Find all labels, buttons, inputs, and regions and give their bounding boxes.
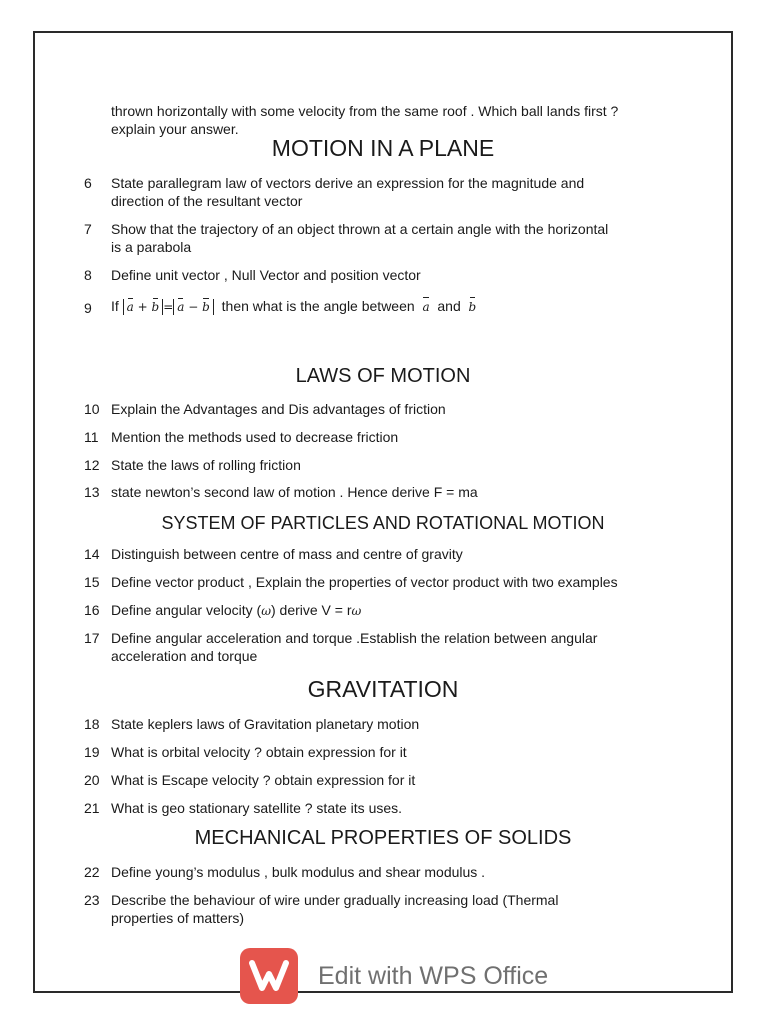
question-text: Define vector product , Explain the properties of vector product with two examples (111, 574, 618, 590)
question-number: 23 (84, 892, 100, 908)
question-prefix: If (111, 298, 119, 314)
omega-symbol: ω (261, 604, 271, 618)
vector-a: a (422, 298, 429, 317)
question-text-equation (111, 297, 696, 317)
question-number: 22 (84, 864, 100, 880)
wps-w-mark-icon (240, 948, 298, 1004)
question-text-part: ) derive V = r (270, 602, 352, 618)
question-text: is a parabola (111, 239, 192, 255)
magnitude-sum-expression (123, 299, 164, 315)
equals-sign: = (163, 300, 174, 314)
plus-sign: + (137, 300, 148, 315)
question-text: What is Escape velocity ? obtain expression for it (111, 772, 416, 788)
intro-line: explain your answer. (111, 121, 239, 137)
question-number: 11 (84, 429, 99, 445)
vector-b: b (202, 300, 210, 315)
intro-line: thrown horizontally with some velocity from the same roof . Which ball lands first ? (111, 103, 619, 119)
question-text: state newton’s second law of motion . Hence derive F = ma (111, 484, 478, 500)
vector-a: a (177, 300, 185, 315)
section-title: MECHANICAL PROPERTIES OF SOLIDS (194, 827, 572, 849)
question-text: Define young’s modulus , bulk modulus and shear modulus . (111, 864, 486, 880)
question-text: Define unit vector , Null Vector and position vector (111, 267, 421, 283)
question-middle-text: then what is the angle between (221, 298, 415, 314)
question-number: 18 (84, 716, 100, 732)
question-number: 20 (84, 772, 100, 788)
question-number: 13 (84, 484, 100, 500)
section-title: LAWS OF MOTION (295, 365, 471, 387)
question-text: Distinguish between centre of mass and centre of gravity (111, 546, 463, 562)
question-number: 6 (84, 175, 92, 191)
question-text: direction of the resultant vector (111, 193, 303, 209)
question-text: Explain the Advantages and Dis advantages of friction (111, 401, 446, 417)
minus-sign: − (188, 300, 199, 315)
question-text: properties of matters) (111, 910, 245, 926)
wps-logo-icon[interactable] (240, 948, 298, 1004)
question-text: State parallegram law of vectors derive an expression for the magnitude and (111, 175, 585, 191)
question-text-part: Define angular velocity ( (111, 602, 262, 618)
vector-a: a (126, 300, 134, 315)
question-text: acceleration and torque (111, 648, 258, 664)
question-number: 17 (84, 630, 100, 646)
question-text: State the laws of rolling friction (111, 457, 301, 473)
section-title: MOTION IN A PLANE (271, 135, 495, 161)
question-number: 7 (84, 221, 92, 237)
question-number: 9 (84, 300, 92, 316)
question-number: 8 (84, 267, 92, 283)
question-text: Define angular acceleration and torque .Establish the relation between angular (111, 630, 598, 646)
question-text: State keplers laws of Gravitation planetary motion (111, 716, 420, 732)
question-text: Describe the behaviour of wire under gradually increasing load (Thermal (111, 892, 559, 908)
question-number: 10 (84, 401, 100, 417)
question-number: 19 (84, 744, 100, 760)
omega-symbol: ω (351, 604, 362, 618)
vector-b: b (469, 298, 477, 317)
magnitude-difference-expression (173, 299, 214, 315)
question-number: 16 (84, 602, 100, 618)
section-title: SYSTEM OF PARTICLES AND ROTATIONAL MOTION (161, 513, 605, 533)
wps-edit-link[interactable]: Edit with WPS Office (318, 962, 549, 990)
question-text: What is geo stationary satellite ? state its uses. (111, 800, 403, 816)
section-title: GRAVITATION (307, 676, 459, 702)
question-text-omega (111, 601, 696, 621)
question-number: 15 (84, 574, 100, 590)
question-number: 12 (84, 457, 100, 473)
vector-b: b (151, 300, 160, 315)
question-text: What is orbital velocity ? obtain expression for it (111, 744, 407, 760)
question-number: 21 (84, 800, 100, 816)
question-text: Show that the trajectory of an object thrown at a certain angle with the horizontal (111, 221, 609, 237)
and-text: and (437, 298, 461, 314)
question-text: Mention the methods used to decrease friction (111, 429, 399, 445)
question-number: 14 (84, 546, 100, 562)
